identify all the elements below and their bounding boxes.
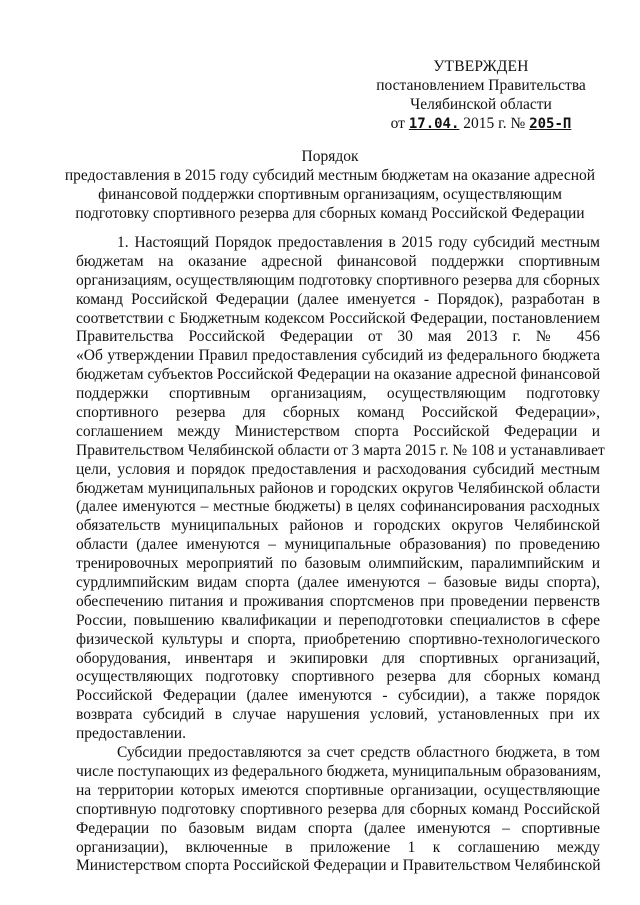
body-line: поддержки спортивным организациям, осуществляющим подготовку bbox=[76, 385, 600, 403]
body-line: Субсидии предоставляются за счет средств областного бюджета, в том bbox=[117, 744, 600, 762]
title-line-3: подготовку спортивного резерва для сборных команд Российской Федерации bbox=[75, 205, 585, 222]
body-line: Российской Федерации (далее именуются - субсидии), а также порядок bbox=[76, 687, 600, 705]
body-line: соответствии с Бюджетным кодексом Российской Федерации, постановлением bbox=[76, 309, 600, 327]
body-line: возврата субсидий в случае нарушения условий, установленных при их bbox=[76, 706, 600, 724]
body-line: тренировочных мероприятий по базовым олимпийским, паралимпийским и bbox=[76, 555, 600, 573]
body-line: числе поступающих из федерального бюджета, муниципальным образованиям, bbox=[76, 762, 601, 780]
body-line: спортивную подготовку спортивного резерва для сборных команд Российской bbox=[76, 800, 600, 818]
body-line: (далее именуются – местные бюджеты) в целях софинансирования расходных bbox=[76, 498, 600, 516]
body-line: обязательств муниципальных районов и городских округов Челябинской bbox=[76, 517, 600, 535]
document-title bbox=[60, 147, 600, 223]
approval-year-text: 2015 г. № bbox=[463, 115, 526, 132]
title-line-2: финансовой поддержки спортивным организациям, осуществляющим bbox=[98, 186, 562, 203]
body-line: организациям, осуществляющим подготовку спортивного резерва для сборных bbox=[76, 271, 600, 289]
body-line: Правительством Челябинской области от 3 марта 2015 г. № 108 и устанавливает bbox=[76, 441, 605, 459]
approval-date-prefix: от bbox=[390, 115, 405, 132]
body-line: осуществляющих подготовку спортивного резерва для сборных команд bbox=[76, 668, 600, 686]
body-line: сурдлимпийским видам спорта (далее именуются – базовые виды спорта), bbox=[76, 574, 600, 592]
body-line: соглашением между Министерством спорта Российской Федерации и bbox=[76, 422, 600, 440]
title-word: Порядок bbox=[301, 148, 359, 165]
body-line: команд Российской Федерации (далее именуется - Порядок), разработан в bbox=[76, 290, 600, 308]
body-line: спортивного резерва для сборных команд Российской Федерации», bbox=[76, 404, 600, 422]
approval-number-value: 205-П bbox=[529, 116, 572, 132]
body-line: 1. Настоящий Порядок предоставления в 2015 году субсидий местным bbox=[117, 234, 600, 251]
approval-heading: УТВЕРЖДЕН bbox=[433, 58, 529, 75]
body-line: организации), включенные в приложение 1 к соглашению между bbox=[76, 838, 600, 856]
title-line-1: предоставления в 2015 году субсидий местным бюджетам на оказание адресной bbox=[64, 167, 596, 184]
body-line: Правительства Российской Федерации от 30 мая 2013 г. № 456 bbox=[76, 328, 600, 346]
approval-line-2: Челябинской области bbox=[410, 96, 552, 113]
body-text bbox=[76, 234, 605, 876]
body-line: Министерством спорта Российской Федерации и Правительством Челябинской bbox=[76, 857, 601, 875]
body-line: цели, условия и порядок предоставления и расходования субсидий местным bbox=[76, 460, 600, 478]
body-line: на территории которых имеются спортивные организации, осуществляющие bbox=[76, 781, 600, 799]
body-line: «Об утверждении Правил предоставления субсидий из федерального бюджета bbox=[76, 347, 600, 365]
body-line: оборудования, инвентаря и экипировки для спортивных организаций, bbox=[76, 649, 600, 667]
body-line: предоставлении. bbox=[76, 725, 186, 743]
approval-stamp bbox=[366, 57, 596, 134]
approval-date-line bbox=[366, 114, 596, 134]
body-line: области (далее именуются – муниципальные образования) по проведению bbox=[76, 536, 600, 554]
body-line: Федерации по базовым видам спорта (далее именуются – спортивные bbox=[76, 819, 600, 837]
approval-date-value: 17.04. bbox=[408, 116, 460, 132]
body-line: бюджетам субъектов Российской Федерации на оказание адресной финансовой bbox=[76, 366, 601, 384]
body-line: бюджетам на оказание адресной финансовой поддержки спортивным bbox=[76, 252, 600, 270]
body-line: России, повышению квалификации и переподготовки специалистов в сфере bbox=[76, 611, 600, 629]
approval-line-1: постановлением Правительства bbox=[376, 77, 586, 94]
body-line: обеспечению питания и проживания спортсменов при проведении первенств bbox=[76, 592, 600, 610]
body-line: бюджетам муниципальных районов и городских округов Челябинской области bbox=[76, 479, 600, 497]
body-line: физической культуры и спорта, приобретению спортивно-технологического bbox=[76, 630, 600, 648]
